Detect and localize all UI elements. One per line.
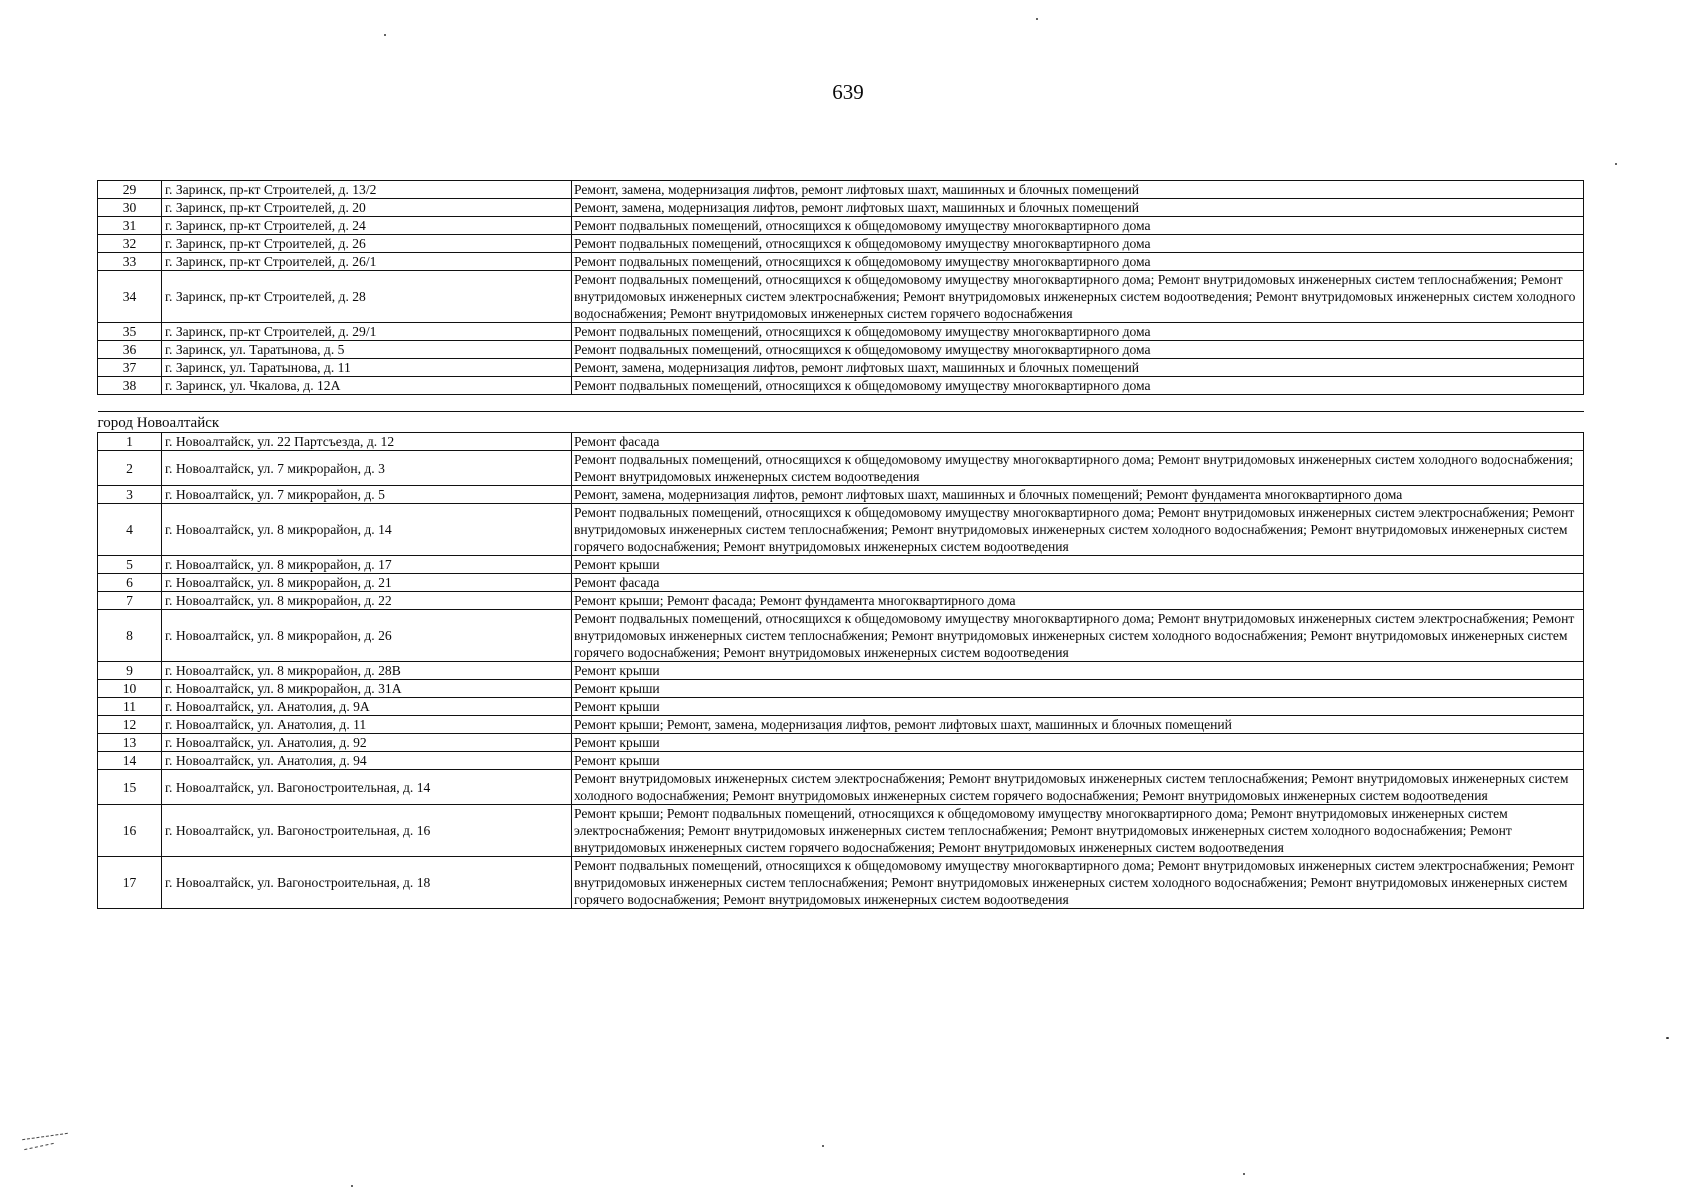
row-number: 3 [98, 486, 162, 504]
row-address: г. Заринск, ул. Таратынова, д. 5 [162, 341, 572, 359]
table-row [98, 857, 1584, 909]
row-works: Ремонт подвальных помещений, относящихся к общедомовому имуществу многоквартирного дома; Ремонт внутридомовых инженерных систем электроснабжения; Ремонт внутридомовых инженерных систем теплоснабжения; Ремонт внутридомовых инженерных систем холодного водоснабжения; Ремонт внутридомовых инженерных систем горячего водоснабжения; Ремонт внутридомовых инженерных систем водоотведения [572, 857, 1584, 909]
table-row [98, 253, 1584, 271]
table-row [98, 610, 1584, 662]
row-number: 8 [98, 610, 162, 662]
table-row [98, 662, 1584, 680]
section-heading-row [98, 412, 1584, 433]
row-address: г. Новоалтайск, ул. 8 микрорайон, д. 31А [162, 680, 572, 698]
row-address: г. Заринск, пр-кт Строителей, д. 13/2 [162, 181, 572, 199]
novoaltaysk-rows [98, 433, 1584, 909]
table-row [98, 359, 1584, 377]
row-number: 29 [98, 181, 162, 199]
row-works: Ремонт подвальных помещений, относящихся к общедомовому имуществу многоквартирного дома [572, 323, 1584, 341]
table-row [98, 235, 1584, 253]
row-number: 17 [98, 857, 162, 909]
scan-scratch [22, 1133, 68, 1140]
row-works: Ремонт крыши [572, 680, 1584, 698]
table-row [98, 486, 1584, 504]
repair-works-table [97, 180, 1584, 909]
row-works: Ремонт подвальных помещений, относящихся к общедомовому имуществу многоквартирного дома [572, 217, 1584, 235]
row-works: Ремонт крыши; Ремонт, замена, модернизация лифтов, ремонт лифтовых шахт, машинных и блочных помещений [572, 716, 1584, 734]
row-works: Ремонт подвальных помещений, относящихся к общедомовому имуществу многоквартирного дома; Ремонт внутридомовых инженерных систем холодного водоснабжения; Ремонт внутридомовых инженерных систем водоотведения [572, 451, 1584, 486]
row-number: 31 [98, 217, 162, 235]
row-works: Ремонт, замена, модернизация лифтов, ремонт лифтовых шахт, машинных и блочных помещений [572, 181, 1584, 199]
scan-speck [822, 1145, 824, 1147]
table-row [98, 770, 1584, 805]
table-row [98, 734, 1584, 752]
row-address: г. Заринск, пр-кт Строителей, д. 26/1 [162, 253, 572, 271]
row-number: 1 [98, 433, 162, 451]
row-works: Ремонт крыши [572, 752, 1584, 770]
row-number: 38 [98, 377, 162, 395]
row-address: г. Новоалтайск, ул. Вагоностроительная, д. 16 [162, 805, 572, 857]
row-address: г. Новоалтайск, ул. 8 микрорайон, д. 14 [162, 504, 572, 556]
row-works: Ремонт крыши [572, 698, 1584, 716]
row-address: г. Заринск, пр-кт Строителей, д. 28 [162, 271, 572, 323]
row-works: Ремонт, замена, модернизация лифтов, ремонт лифтовых шахт, машинных и блочных помещений [572, 359, 1584, 377]
scan-speck [351, 1185, 353, 1187]
row-works: Ремонт крыши; Ремонт фасада; Ремонт фундамента многоквартирного дома [572, 592, 1584, 610]
row-address: г. Новоалтайск, ул. Анатолия, д. 9А [162, 698, 572, 716]
row-number: 6 [98, 574, 162, 592]
scan-speck [1243, 1173, 1245, 1175]
row-works: Ремонт, замена, модернизация лифтов, ремонт лифтовых шахт, машинных и блочных помещений; Ремонт фундамента многоквартирного дома [572, 486, 1584, 504]
row-works: Ремонт подвальных помещений, относящихся к общедомовому имуществу многоквартирного дома; Ремонт внутридомовых инженерных систем теплоснабжения; Ремонт внутридомовых инженерных систем электроснабжения; Ремонт внутридомовых инженерных систем водоотведения; Ремонт внутридомовых инженерных систем холодного водоснабжения; Ремонт внутридомовых инженерных систем горячего водоснабжения [572, 271, 1584, 323]
row-number: 11 [98, 698, 162, 716]
table-row [98, 592, 1584, 610]
row-works: Ремонт фасада [572, 574, 1584, 592]
scan-speck [1615, 163, 1617, 165]
page-number: 639 [832, 80, 864, 104]
row-number: 16 [98, 805, 162, 857]
table-row [98, 504, 1584, 556]
table-row [98, 199, 1584, 217]
row-address: г. Заринск, пр-кт Строителей, д. 24 [162, 217, 572, 235]
row-address: г. Новоалтайск, ул. Анатолия, д. 94 [162, 752, 572, 770]
row-number: 9 [98, 662, 162, 680]
row-address: г. Заринск, ул. Таратынова, д. 11 [162, 359, 572, 377]
table-row [98, 433, 1584, 451]
row-address: г. Заринск, ул. Чкалова, д. 12А [162, 377, 572, 395]
row-works: Ремонт крыши; Ремонт подвальных помещений, относящихся к общедомовому имуществу многоквартирного дома; Ремонт внутридомовых инженерных систем электроснабжения; Ремонт внутридомовых инженерных систем теплоснабжения; Ремонт внутридомовых инженерных систем холодного водоснабжения; Ремонт внутридомовых инженерных систем горячего водоснабжения; Ремонт внутридомовых инженерных систем водоотведения [572, 805, 1584, 857]
row-number: 30 [98, 199, 162, 217]
row-address: г. Новоалтайск, ул. Вагоностроительная, д. 18 [162, 857, 572, 909]
row-works: Ремонт подвальных помещений, относящихся к общедомовому имуществу многоквартирного дома [572, 253, 1584, 271]
row-address: г. Новоалтайск, ул. 8 микрорайон, д. 21 [162, 574, 572, 592]
row-address: г. Заринск, пр-кт Строителей, д. 20 [162, 199, 572, 217]
row-number: 5 [98, 556, 162, 574]
table-row [98, 698, 1584, 716]
row-number: 12 [98, 716, 162, 734]
scan-scratch [24, 1143, 54, 1150]
row-works: Ремонт, замена, модернизация лифтов, ремонт лифтовых шахт, машинных и блочных помещений [572, 199, 1584, 217]
row-number: 32 [98, 235, 162, 253]
zarinsk-rows [98, 181, 1584, 395]
row-address: г. Новоалтайск, ул. 8 микрорайон, д. 28В [162, 662, 572, 680]
row-number: 10 [98, 680, 162, 698]
table-row [98, 680, 1584, 698]
scan-speck [384, 34, 386, 36]
row-number: 7 [98, 592, 162, 610]
row-number: 4 [98, 504, 162, 556]
row-address: г. Новоалтайск, ул. Вагоностроительная, д. 14 [162, 770, 572, 805]
row-works: Ремонт подвальных помещений, относящихся к общедомовому имуществу многоквартирного дома; Ремонт внутридомовых инженерных систем электроснабжения; Ремонт внутридомовых инженерных систем теплоснабжения; Ремонт внутридомовых инженерных систем холодного водоснабжения; Ремонт внутридомовых инженерных систем горячего водоснабжения; Ремонт внутридомовых инженерных систем водоотведения [572, 504, 1584, 556]
row-number: 35 [98, 323, 162, 341]
row-works: Ремонт внутридомовых инженерных систем электроснабжения; Ремонт внутридомовых инженерных систем теплоснабжения; Ремонт внутридомовых инженерных систем холодного водоснабжения; Ремонт внутридомовых инженерных систем горячего водоснабжения; Ремонт внутридомовых инженерных систем водоотведения [572, 770, 1584, 805]
section-title: город Новоалтайск [98, 412, 1584, 433]
row-works: Ремонт подвальных помещений, относящихся к общедомовому имуществу многоквартирного дома [572, 377, 1584, 395]
table-row [98, 271, 1584, 323]
table-row [98, 805, 1584, 857]
row-number: 36 [98, 341, 162, 359]
row-works: Ремонт крыши [572, 662, 1584, 680]
row-number: 15 [98, 770, 162, 805]
row-works: Ремонт подвальных помещений, относящихся к общедомовому имуществу многоквартирного дома [572, 341, 1584, 359]
table-row [98, 377, 1584, 395]
row-address: г. Новоалтайск, ул. 7 микрорайон, д. 3 [162, 451, 572, 486]
row-works: Ремонт подвальных помещений, относящихся к общедомовому имуществу многоквартирного дома; Ремонт внутридомовых инженерных систем электроснабжения; Ремонт внутридомовых инженерных систем теплоснабжения; Ремонт внутридомовых инженерных систем холодного водоснабжения; Ремонт внутридомовых инженерных систем горячего водоснабжения; Ремонт внутридомовых инженерных систем водоотведения [572, 610, 1584, 662]
table-row [98, 181, 1584, 199]
row-address: г. Новоалтайск, ул. 22 Партсъезда, д. 12 [162, 433, 572, 451]
table-row [98, 752, 1584, 770]
row-address: г. Новоалтайск, ул. 8 микрорайон, д. 17 [162, 556, 572, 574]
row-address: г. Новоалтайск, ул. Анатолия, д. 11 [162, 716, 572, 734]
table-row [98, 323, 1584, 341]
row-address: г. Заринск, пр-кт Строителей, д. 26 [162, 235, 572, 253]
row-number: 13 [98, 734, 162, 752]
row-address: г. Новоалтайск, ул. 8 микрорайон, д. 26 [162, 610, 572, 662]
table-row [98, 716, 1584, 734]
row-number: 14 [98, 752, 162, 770]
row-address: г. Новоалтайск, ул. 7 микрорайон, д. 5 [162, 486, 572, 504]
row-works: Ремонт крыши [572, 556, 1584, 574]
section-spacer [98, 395, 1584, 412]
table-row [98, 574, 1584, 592]
row-address: г. Новоалтайск, ул. Анатолия, д. 92 [162, 734, 572, 752]
row-works: Ремонт подвальных помещений, относящихся к общедомовому имуществу многоквартирного дома [572, 235, 1584, 253]
row-works: Ремонт фасада [572, 433, 1584, 451]
row-number: 33 [98, 253, 162, 271]
table-row [98, 556, 1584, 574]
row-works: Ремонт крыши [572, 734, 1584, 752]
scan-speck [1666, 1037, 1669, 1039]
row-address: г. Заринск, пр-кт Строителей, д. 29/1 [162, 323, 572, 341]
scan-speck [1036, 18, 1038, 20]
table-row [98, 341, 1584, 359]
table-row [98, 217, 1584, 235]
row-number: 37 [98, 359, 162, 377]
row-number: 2 [98, 451, 162, 486]
row-number: 34 [98, 271, 162, 323]
table-row [98, 451, 1584, 486]
row-address: г. Новоалтайск, ул. 8 микрорайон, д. 22 [162, 592, 572, 610]
